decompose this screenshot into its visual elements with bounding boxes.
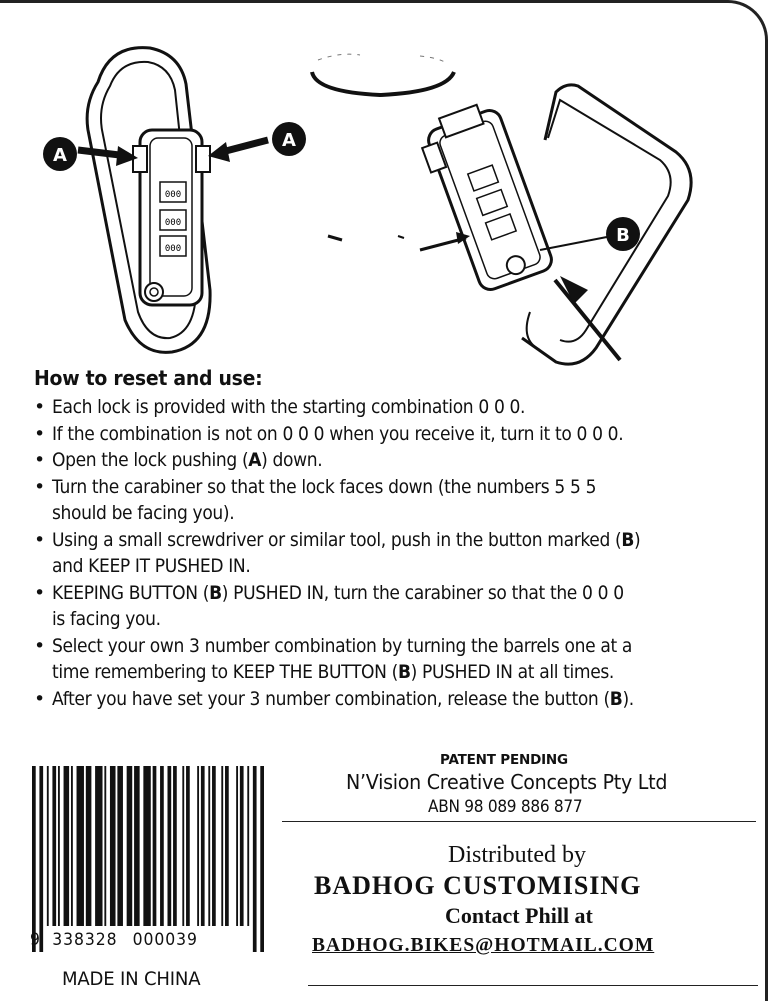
barcode-bar xyxy=(225,766,229,926)
list-item xyxy=(34,421,754,448)
step-5-text-line2: and KEEP IT PUSHED IN. xyxy=(52,555,251,577)
step-3-text: Open the lock pushing ( xyxy=(52,449,249,471)
divider xyxy=(282,821,756,822)
barcode-bar xyxy=(173,766,177,926)
callout-a-left xyxy=(43,137,77,171)
step-8-text-end: ). xyxy=(622,687,634,710)
bullet: • xyxy=(34,449,45,471)
barcode-digit-group-1: 338328 xyxy=(52,930,118,950)
barcode-bar xyxy=(95,766,102,926)
left-carabiner xyxy=(87,48,210,353)
company-name: N’Vision Creative Concepts Pty Ltd xyxy=(346,770,668,794)
barcode-bar xyxy=(117,766,123,926)
barcode-bar xyxy=(86,766,92,926)
step-4-text: Turn the carabiner so that the lock faces down (the numbers 5 5 5 xyxy=(52,475,597,498)
barcode-bar xyxy=(247,766,249,926)
barcode-bar xyxy=(260,766,264,952)
instructions-heading: How to reset and use: xyxy=(34,366,263,390)
distributor-name: BADHOG CUSTOMISING xyxy=(314,871,642,900)
steps-list xyxy=(34,394,754,712)
callout-a-right xyxy=(272,122,306,156)
barcode-bar xyxy=(71,766,73,926)
bullet: • xyxy=(34,475,45,498)
step-8-bold: B xyxy=(609,687,623,710)
step-7-text-end: ) PUSHED IN at all times. xyxy=(410,661,614,683)
barcode-bar xyxy=(32,766,36,952)
barcode xyxy=(28,766,268,956)
bullet: • xyxy=(34,581,45,604)
callout-b-label: B xyxy=(616,225,630,246)
barcode-bar xyxy=(134,766,140,926)
patent-label: PATENT PENDING xyxy=(440,752,568,768)
step-5-bold: B xyxy=(621,528,635,551)
step-5-text: Using a small screwdriver or similar tool, push in the button marked ( xyxy=(52,528,622,551)
dial-digits-1: 000 xyxy=(164,190,182,200)
step-6-bold: B xyxy=(209,581,222,604)
step-7-bold: B xyxy=(397,661,411,683)
step-6-text-line2: is facing you. xyxy=(52,608,161,630)
callout-a-left-label: A xyxy=(53,145,67,166)
barcode-bar xyxy=(110,766,116,926)
right-carabiner xyxy=(415,85,692,364)
barcode-bar xyxy=(127,766,133,926)
list-item xyxy=(34,474,754,527)
barcode-bar xyxy=(153,766,157,926)
barcode-bar xyxy=(39,766,43,952)
bullet: • xyxy=(34,528,45,551)
abn-number: ABN 98 089 886 877 xyxy=(428,797,583,816)
list-item xyxy=(34,394,754,421)
barcode-bar xyxy=(201,766,205,926)
barcode-bar xyxy=(197,766,199,926)
barcode-bar xyxy=(182,766,184,926)
list-item xyxy=(34,527,754,580)
barcode-bar xyxy=(221,766,223,926)
barcode-bar xyxy=(208,766,210,926)
step-2-text: If the combination is not on 0 0 0 when you receive it, turn it to 0 0 0. xyxy=(52,422,624,445)
step-5-text-end: ) xyxy=(634,528,641,551)
divider xyxy=(308,985,758,986)
callout-a-right-label: A xyxy=(282,130,296,151)
bullet: • xyxy=(34,687,45,710)
barcode-bar xyxy=(104,766,106,926)
barcode-bar xyxy=(64,766,70,926)
step-7-text-line2: time remembering to KEEP THE BUTTON ( xyxy=(52,661,398,683)
barcode-bar xyxy=(253,766,257,952)
distributed-by-label: Distributed by xyxy=(448,842,586,868)
bullet: • xyxy=(34,396,45,418)
dial-digits-3: 000 xyxy=(164,244,182,254)
instructions xyxy=(34,366,754,712)
barcode-bar xyxy=(236,766,238,926)
barcode-bar xyxy=(240,766,244,926)
step-6-text-end: ) PUSHED IN, turn the carabiner so that the 0 0 0 xyxy=(221,581,624,604)
barcode-bar xyxy=(212,766,216,926)
step-8-text: After you have set your 3 number combination, release the button ( xyxy=(52,687,610,710)
step-6-text: KEEPING BUTTON ( xyxy=(52,581,210,604)
barcode-digit-lead: 9 xyxy=(30,930,41,950)
arrow-a-right xyxy=(222,140,268,152)
list-item xyxy=(34,580,754,633)
barcode-bar xyxy=(77,766,84,926)
barcode-bar xyxy=(167,766,171,926)
barcode-bar xyxy=(186,766,190,926)
step-3-text-end: ) down. xyxy=(261,449,323,471)
dial-digits-2: 000 xyxy=(164,218,182,228)
barcode-bar xyxy=(47,766,49,926)
contact-email: BADHOG.BIKES@HOTMAIL.COM xyxy=(312,935,655,956)
step-7-text: Select your own 3 number combination by turning the barrels one at a xyxy=(52,634,633,657)
step-1-text: Each lock is provided with the starting combination 0 0 0. xyxy=(52,396,526,418)
barcode-bar xyxy=(160,766,164,926)
barcode-bar xyxy=(58,766,60,926)
hang-slot xyxy=(312,72,454,95)
contact-label: Contact Phill at xyxy=(445,903,593,928)
list-item xyxy=(34,447,754,474)
list-item xyxy=(34,633,754,686)
made-in-label: MADE IN CHINA xyxy=(62,968,201,990)
barcode-bar xyxy=(52,766,56,926)
barcode-bar xyxy=(143,766,150,926)
barcode-digits xyxy=(30,930,198,950)
callout-b xyxy=(606,217,640,251)
list-item xyxy=(34,686,754,713)
step-4-text-line2: should be facing you). xyxy=(52,502,235,524)
bullet: • xyxy=(34,422,45,445)
barcode-digit-group-2: 000039 xyxy=(132,930,198,950)
step-3-bold: A xyxy=(248,449,262,471)
carabiner-illustration xyxy=(0,0,768,370)
bullet: • xyxy=(34,634,45,657)
